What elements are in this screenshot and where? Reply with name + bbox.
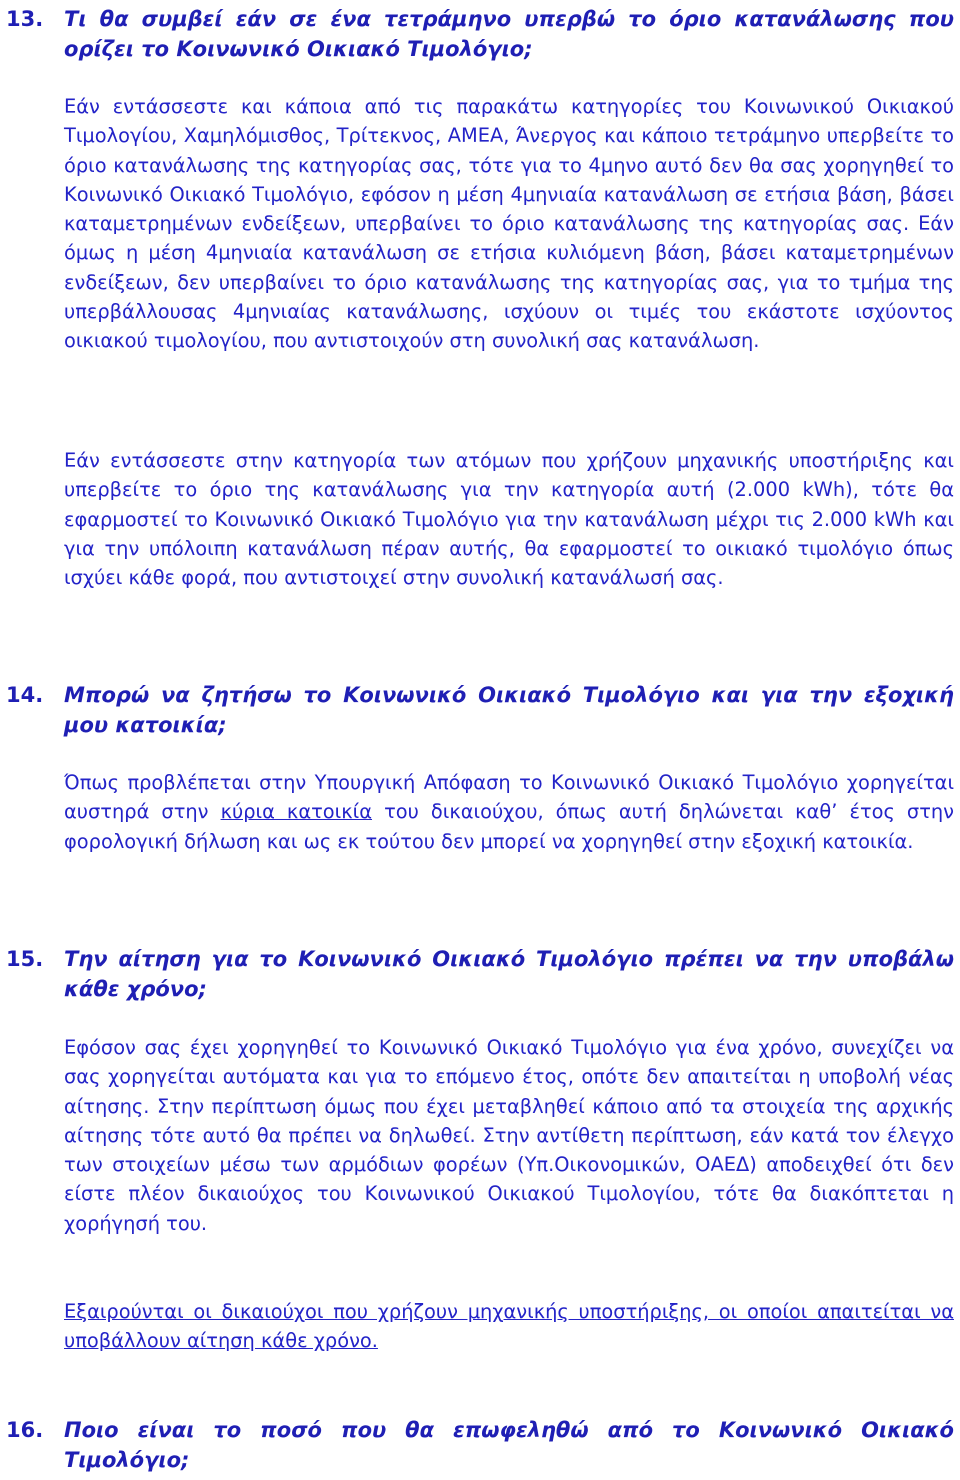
- question-number: 16.: [6, 1418, 44, 1442]
- question-title: Μπορώ να ζητήσω το Κοινωνικό Οικιακό Τιμολόγιο και για την εξοχική μου κατοικία;: [64, 683, 954, 737]
- answer-paragraph: [64, 768, 954, 856]
- underlined-note: Εξαιρούνται οι δικαιούχοι που χρήζουν μηχανικής υποστήριξης, οι οποίοι απαιτείται να υποβάλλουν αίτηση κάθε χρόνο.: [64, 1300, 954, 1353]
- answer-paragraph: Εάν εντάσσεστε και κάποια από τις παρακάτω κατηγορίες του Κοινωνικού Οικιακού Τιμολογίου, Χαμηλόμισθος, Τρίτεκνος, ΑΜΕΑ, Άνεργος και κάποιο τετράμηνο υπερβείτε το όριο κατανάλωσης της κατηγορίας σας, τότε για το 4μηνο αυτό δεν θα σας χορηγηθεί το Κοινωνικό Οικιακό Τιμολόγιο, εφόσον η μέση 4μηνιαία κατανάλωση σε ετήσια βάση, βάσει καταμετρημένων ενδείξεων, υπερβαίνει το όριο κατανάλωσης της κατηγορίας σας. Εάν όμως η μέση 4μηνιαία κατανάλωση σε ετήσια κυλιόμενη βάση, βάσει καταμετρημένων ενδείξεων, δεν υπερβαίνει το όριο κατανάλωσης της κατηγορίας σας, για το τμήμα της υπερβάλλουσας 4μηνιαίας κατανάλωσης, ισχύουν οι τιμές του εκάστοτε ισχύοντος οικιακού τιμολογίου, που αντιστοιχούν στη συνολική σας κατανάλωση.: [64, 95, 954, 353]
- question-number: 14.: [6, 683, 44, 707]
- answer-text: Όπως προβλέπεται στην Υπουργική Απόφαση το Κοινωνικό Οικιακό Τιμολόγιο χορηγείται αυστηρά στην: [64, 771, 954, 824]
- answer-paragraph: Εφόσον σας έχει χορηγηθεί το Κοινωνικό Οικιακό Τιμολόγιο για ένα χρόνο, συνεχίζει να σας χορηγείται αυτόματα και για το επόμενο έτος, οπότε δεν απαιτείται η υποβολή νέας αίτησης. Στην περίπτωση όμως που έχει μεταβληθεί κάποιο από τα στοιχεία της αρχικής αίτησης τότε αυτό θα πρέπει να δηλωθεί. Στην αντίθετη περίπτωση, εάν κατά τον έλεγχο των στοιχείων μέσω των αρμόδιων φορέων (Υπ.Οικονομικών, ΟΑΕΔ) αποδειχθεί ότι δεν είστε πλέον δικαιούχος του Κοινωνικού Οικιακού Τιμολογίου, τότε θα διακόπτεται η χορήγησή του.: [64, 1036, 954, 1235]
- question-title: Την αίτηση για το Κοινωνικό Οικιακό Τιμολόγιο πρέπει να την υποβάλω κάθε χρόνο;: [64, 947, 954, 1001]
- question-number: 15.: [6, 947, 44, 971]
- question-14-heading: [0, 680, 960, 740]
- question-title: Ποιο είναι το ποσό που θα επωφεληθώ από το Κοινωνικό Οικιακό Τιμολόγιο;: [64, 1418, 954, 1472]
- answer-paragraph: Εάν εντάσσεστε στην κατηγορία των ατόμων που χρήζουν μηχανικής υποστήριξης και υπερβείτε το όριο της κατανάλωσης για την κατηγορία αυτή (2.000 kWh), τότε θα εφαρμοστεί το Κοινωνικό Οικιακό Τιμολόγιο για την κατανάλωση μέχρι τις 2.000 kWh και για την υπόλοιπη κατανάλωση πέραν αυτής, θα εφαρμοστεί το οικιακό τιμολόγιο όπως ισχύει κάθε φορά, που αντιστοιχεί στην συνολική κατανάλωσή σας.: [64, 449, 954, 590]
- question-13-heading: [0, 4, 960, 64]
- underlined-term: κύρια κατοικία: [220, 800, 373, 824]
- question-number: 13.: [6, 7, 44, 31]
- question-title: Τι θα συμβεί εάν σε ένα τετράμηνο υπερβώ το όριο κατανάλωσης που ορίζει το Κοινωνικό Οικιακό Τιμολόγιο;: [64, 7, 954, 61]
- answer-text: του δικαιούχου, όπως αυτή δηλώνεται καθ’ έτος στην φορολογική δήλωση και ως εκ τούτου δεν μπορεί να χορηγηθεί στην εξοχική κατοικία.: [64, 800, 955, 853]
- question-16-heading: [0, 1415, 960, 1475]
- question-15-heading: [0, 944, 960, 1004]
